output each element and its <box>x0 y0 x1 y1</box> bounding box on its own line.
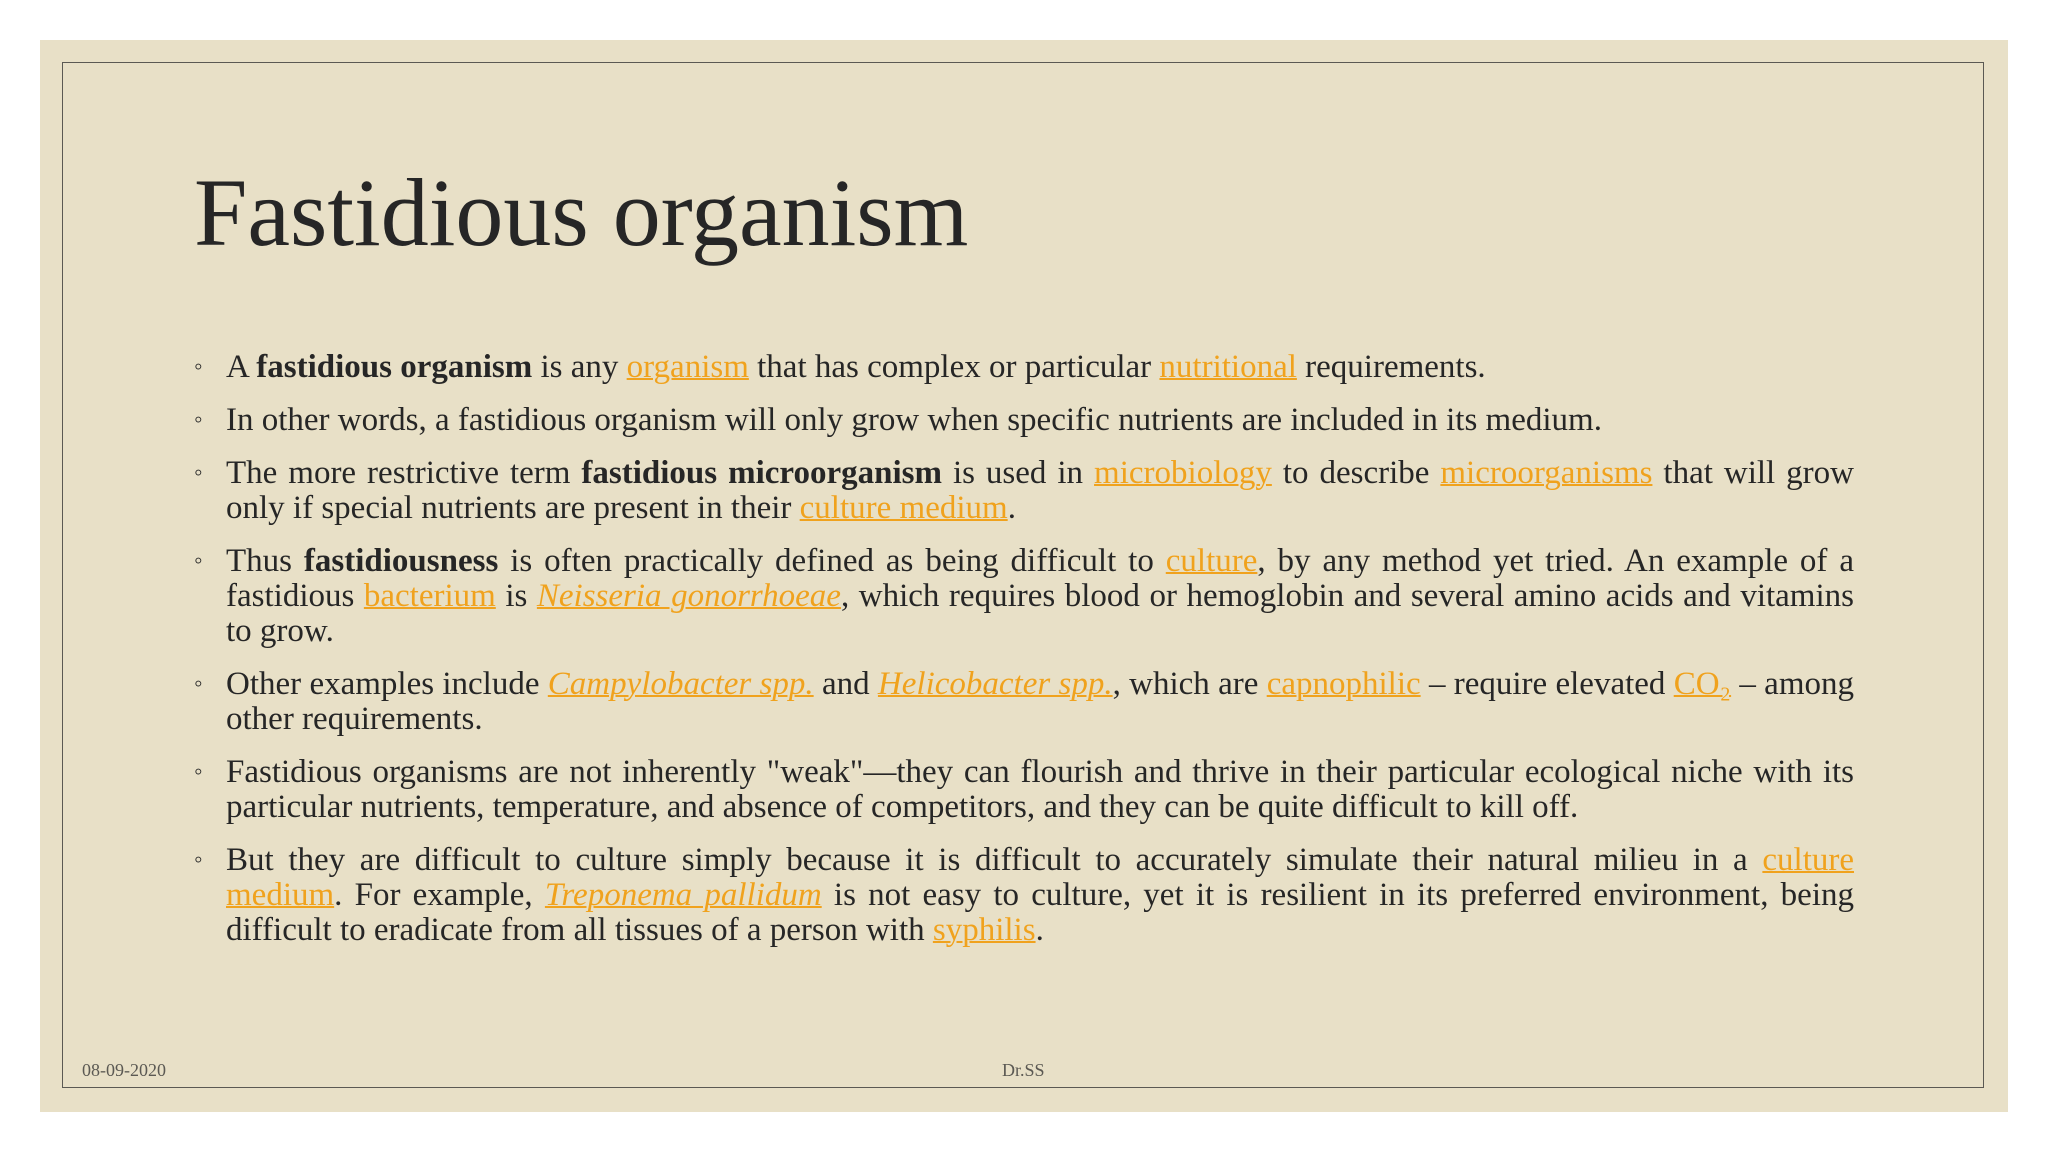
footer-date: 08-09-2020 <box>82 1060 166 1080</box>
bullet-circle-icon: ◦ <box>194 460 203 486</box>
bold-term: fastidious organism <box>256 349 533 385</box>
bullet-item <box>194 544 1854 649</box>
bullet-text: is <box>495 578 537 614</box>
bullet-text: to describe <box>1271 455 1441 491</box>
bullet-text: Other examples include <box>226 666 548 702</box>
bullet-text: The more restrictive term <box>226 455 582 491</box>
bullet-text: is used in <box>941 455 1095 491</box>
bullet-text: and <box>813 666 878 702</box>
bullet-text: A <box>226 349 257 385</box>
bullet-text: , which requires blood or hemoglobin and several amino acids and vitamins to grow. <box>226 578 1854 649</box>
bold-term: fastidiousness <box>303 543 499 579</box>
bullet-text: Fastidious organisms are not inherently "weak"—they can flourish and thrive in their particular ecological niche with its particular nutrients, temperature, and absence of competitors, and they can be quite difficult to kill off. <box>226 754 1854 825</box>
bullet-text: – require elevated <box>1420 666 1674 702</box>
hyperlink[interactable]: Helicobacter spp. <box>877 666 1113 702</box>
bullet-text: is often practically defined as being difficult to <box>498 543 1166 579</box>
bullet-text: , which are <box>1112 666 1267 702</box>
bullet-text: requirements. <box>1296 349 1486 385</box>
slide <box>40 40 2008 1112</box>
hyperlink[interactable]: culture medium <box>226 842 1854 913</box>
bullet-text: . <box>1007 490 1016 526</box>
bullet-text: Thus <box>226 543 304 579</box>
hyperlink[interactable]: Treponema pallidum <box>544 877 822 913</box>
bullet-item <box>194 843 1854 948</box>
bullet-item <box>194 350 1854 385</box>
hyperlink[interactable]: nutritional <box>1159 349 1297 385</box>
bullet-text: that has complex or particular <box>748 349 1160 385</box>
hyperlink[interactable]: organism <box>626 349 749 385</box>
hyperlink[interactable]: microbiology <box>1094 455 1272 491</box>
bullet-circle-icon: ◦ <box>194 548 203 574</box>
hyperlink[interactable]: culture medium <box>799 490 1008 526</box>
hyperlink[interactable]: capnophilic <box>1266 666 1421 702</box>
hyperlink[interactable]: syphilis <box>932 912 1036 948</box>
bold-term: fastidious microorganism <box>581 455 942 491</box>
footer-author: Dr.SS <box>1002 1060 1045 1080</box>
bullet-text: is not easy to culture, yet it is resilient in its preferred environment, being difficult to eradicate from all tissues of a person with <box>226 877 1854 948</box>
bullet-text: . For example, <box>334 877 545 913</box>
bullet-item <box>194 667 1854 737</box>
hyperlink[interactable]: culture <box>1165 543 1258 579</box>
bullet-circle-icon: ◦ <box>194 407 203 433</box>
slide-title: Fastidious organism <box>194 159 969 266</box>
bullet-text: that will grow only if special nutrients are present in their <box>226 455 1855 526</box>
bullet-text: – among other requirements. <box>226 666 1854 737</box>
bullet-text: But they are difficult to culture simply because it is difficult to accurately simulate their natural milieu in a <box>226 842 1763 878</box>
hyperlink[interactable]: microorganisms <box>1440 455 1653 491</box>
bullet-text: , by any method yet tried. An example of a fastidious <box>226 543 1854 614</box>
bullet-circle-icon: ◦ <box>194 759 203 785</box>
bullet-list <box>194 350 1854 966</box>
hyperlink[interactable]: CO₂ <box>1673 666 1732 702</box>
bullet-item <box>194 403 1854 438</box>
bullet-circle-icon: ◦ <box>194 354 203 380</box>
bullet-item <box>194 755 1854 825</box>
hyperlink[interactable]: Neisseria gonorrhoeae <box>536 578 841 614</box>
hyperlink[interactable]: bacterium <box>363 578 496 614</box>
bullet-circle-icon: ◦ <box>194 847 203 873</box>
bullet-item <box>194 456 1854 526</box>
bullet-text: is any <box>532 349 627 385</box>
bullet-circle-icon: ◦ <box>194 671 203 697</box>
bullet-text: In other words, a fastidious organism will only grow when specific nutrients are included in its medium. <box>226 402 1602 438</box>
hyperlink[interactable]: Campylobacter spp. <box>547 666 814 702</box>
bullet-text: . <box>1035 912 1044 948</box>
